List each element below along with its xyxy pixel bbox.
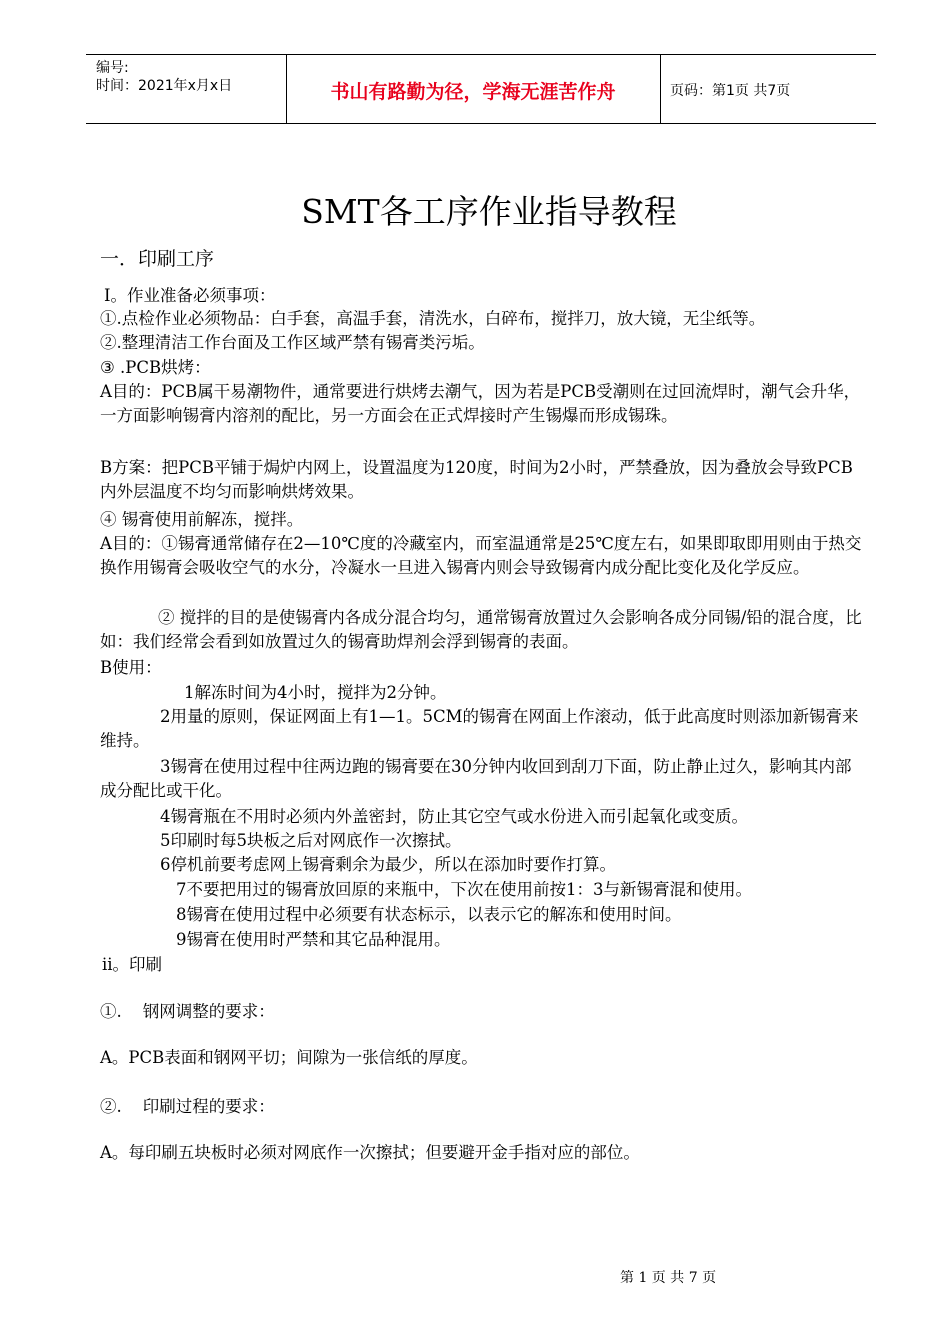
list-item: 1解冻时间为4小时，搅拌为2分钟。 (184, 683, 447, 702)
header-page-info: 页码：第1页 共7页 (670, 83, 791, 99)
list-item: 3锡膏在使用过程中往两边跑的锡膏要在30分钟内收回到刮刀下面，防止静止过久，影响其内部成分配比或干化。 (100, 757, 852, 800)
paragraph-line: ④ 锡膏使用前解冻，搅拌。 (100, 510, 304, 529)
header-meta-cell (86, 55, 287, 123)
page-header (86, 54, 876, 124)
paragraph-line: ②. 印刷过程的要求： (100, 1097, 275, 1116)
page-footer: 第 1 页 共 7 页 (620, 1270, 717, 1286)
list-item: 6停机前要考虑网上锡膏剩余为最少，所以在添加时要作打算。 (160, 855, 616, 874)
header-page-cell (660, 55, 876, 123)
paragraph-line: ①.点检作业必须物品：白手套，高温手套，清洗水，白碎布，搅拌刀，放大镜，无尘纸等。 (100, 309, 766, 328)
section-heading: 一．印刷工序 (100, 248, 215, 270)
document-title: SMT各工序作业指导教程 (301, 192, 677, 231)
header-motto: 书山有路勤为径，学海无涯苦作舟 (330, 81, 616, 103)
paragraph-line: B使用： (100, 658, 162, 677)
header-motto-cell (286, 55, 661, 123)
document-number-label: 编号: (96, 60, 129, 76)
list-item: 9锡膏在使用时严禁和其它品种混用。 (176, 930, 451, 949)
paragraph-line: ③ .PCB烘烤： (100, 358, 211, 377)
paragraph-line: A。每印刷五块板时必须对网底作一次擦拭；但要避开金手指对应的部位。 (100, 1143, 640, 1162)
paragraph: B方案：把PCB平铺于焗炉内网上，设置温度为120度，时间为2小时，严禁叠放，因为叠放会导致PCB内外层温度不均匀而影响烘烤效果。 (100, 458, 853, 501)
list-item: 7不要把用过的锡膏放回原的来瓶中，下次在使用前按1：3与新锡膏混和使用。 (176, 880, 752, 899)
paragraph: A目的：①锡膏通常储存在2—10℃度的冷藏室内，而室温通常是25℃度左右，如果即取即用则由于热交换作用锡膏会吸收空气的水分，冷凝水一旦进入锡膏内则会导致锡膏内成分配比变化及化学反应。 (100, 534, 862, 577)
paragraph-line: ①. 钢网调整的要求： (100, 1002, 275, 1021)
paragraph: ② 搅拌的目的是使锡膏内各成分混合均匀，通常锡膏放置过久会影响各成分同锡/铅的混合度，比如：我们经常会看到如放置过久的锡膏助焊剂会浮到锡膏的表面。 (100, 608, 862, 651)
paragraph-line: A。PCB表面和钢网平切；间隙为一张信纸的厚度。 (100, 1048, 478, 1067)
list-item: 4锡膏瓶在不用时必须内外盖密封，防止其它空气或水份进入而引起氧化或变质。 (160, 807, 748, 826)
document-time-label: 时间：2021年x月x日 (96, 78, 233, 94)
list-item: 5印刷时每5块板之后对网底作一次擦拭。 (160, 831, 462, 850)
paragraph-line: Ⅰ。作业准备必须事项： (104, 286, 276, 305)
paragraph-line: ②.整理清洁工作台面及工作区域严禁有锡膏类污垢。 (100, 333, 485, 352)
paragraph: A目的：PCB属干易潮物件，通常要进行烘烤去潮气，因为若是PCB受潮则在过回流焊时，潮气会升华，一方面影响锡膏内溶剂的配比，另一方面会在正式焊接时产生锡爆而形成锡珠。 (100, 382, 861, 425)
list-item: 2用量的原则，保证网面上有1—1。5CM的锡膏在网面上作滚动，低于此高度时则添加新锡膏来维持。 (100, 707, 859, 750)
list-item: 8锡膏在使用过程中必须要有状态标示，以表示它的解冻和使用时间。 (176, 905, 682, 924)
paragraph-line: ⅱ。印刷 (102, 955, 163, 974)
